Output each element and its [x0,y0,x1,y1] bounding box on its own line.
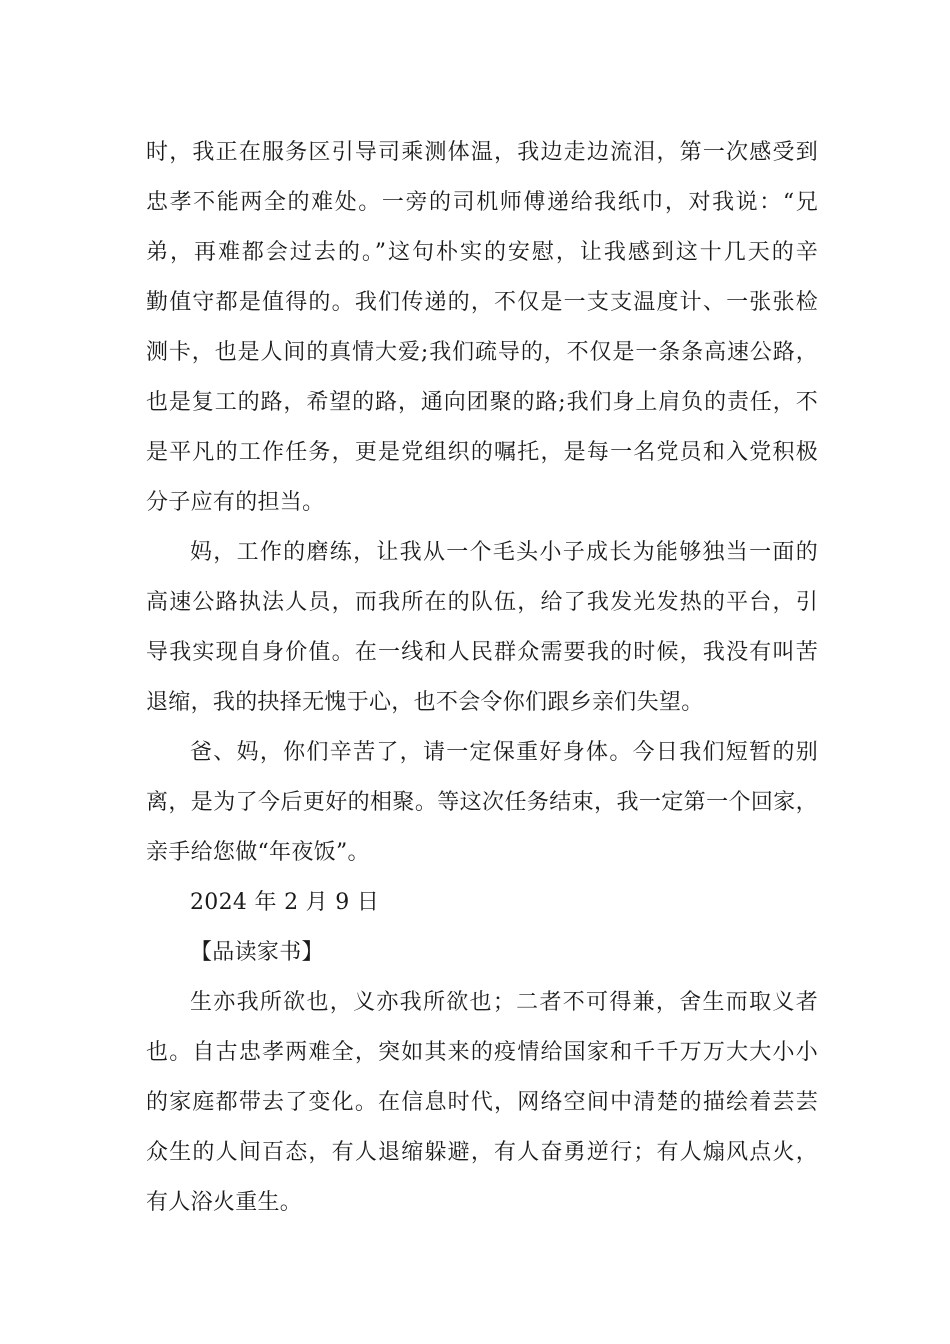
section-heading: 【品读家书】 [190,940,324,965]
text-line: 生亦我所欲也，义亦我所欲也；二者不可得兼，舍生而取义者 [190,990,818,1015]
paragraph-commentary [146,978,818,1228]
letter-date [146,878,818,928]
text-line: 亲手给您做“年夜饭”。 [146,840,370,865]
paragraph-letter-farewell [146,728,818,878]
paragraph-letter-duty [146,128,818,528]
text-line: 勤值守都是值得的。我们传递的，不仅是一支支温度计、一张张检 [146,290,818,315]
section-heading-reading [146,928,818,978]
text-line: 测卡，也是人间的真情大爱;我们疏导的，不仅是一条条高速公路， [146,340,818,365]
text-line: 是平凡的工作任务，更是党组织的嘱托，是每一名党员和入党积极 [146,440,818,465]
text-line: 的家庭都带去了变化。在信息时代，网络空间中清楚的描绘着芸芸 [146,1090,818,1115]
text-line: 高速公路执法人员，而我所在的队伍，给了我发光发热的平台，引 [146,590,818,615]
text-line: 也是复工的路，希望的路，通向团聚的路;我们身上肩负的责任，不 [146,390,818,415]
text-line: 离，是为了今后更好的相聚。等这次任务结束，我一定第一个回家， [146,790,818,815]
text-line: 时，我正在服务区引导司乘测体温，我边走边流泪，第一次感受到 [146,140,818,165]
paragraph-letter-growth [146,528,818,728]
text-line: 弟，再难都会过去的。”这句朴实的安慰，让我感到这十几天的辛 [146,240,818,265]
text-line: 导我实现自身价值。在一线和人民群众需要我的时候，我没有叫苦 [146,640,818,665]
text-line: 妈，工作的磨练，让我从一个毛头小子成长为能够独当一面的 [190,540,818,565]
text-line: 众生的人间百态，有人退缩躲避，有人奋勇逆行；有人煽风点火， [146,1140,818,1165]
text-line: 忠孝不能两全的难处。一旁的司机师傅递给我纸巾，对我说：“兄 [146,190,818,215]
date-line: 2024 年 2 月 9 日 [190,890,380,915]
text-line: 也。自古忠孝两难全，突如其来的疫情给国家和千千万万大大小小 [146,1040,818,1065]
text-line: 退缩，我的抉择无愧于心，也不会令你们跟乡亲们失望。 [146,690,704,715]
document-body [146,128,818,1228]
text-line: 有人浴火重生。 [146,1190,303,1215]
text-line: 分子应有的担当。 [146,490,325,515]
text-line: 爸、妈，你们辛苦了，请一定保重好身体。今日我们短暂的别 [190,740,818,765]
